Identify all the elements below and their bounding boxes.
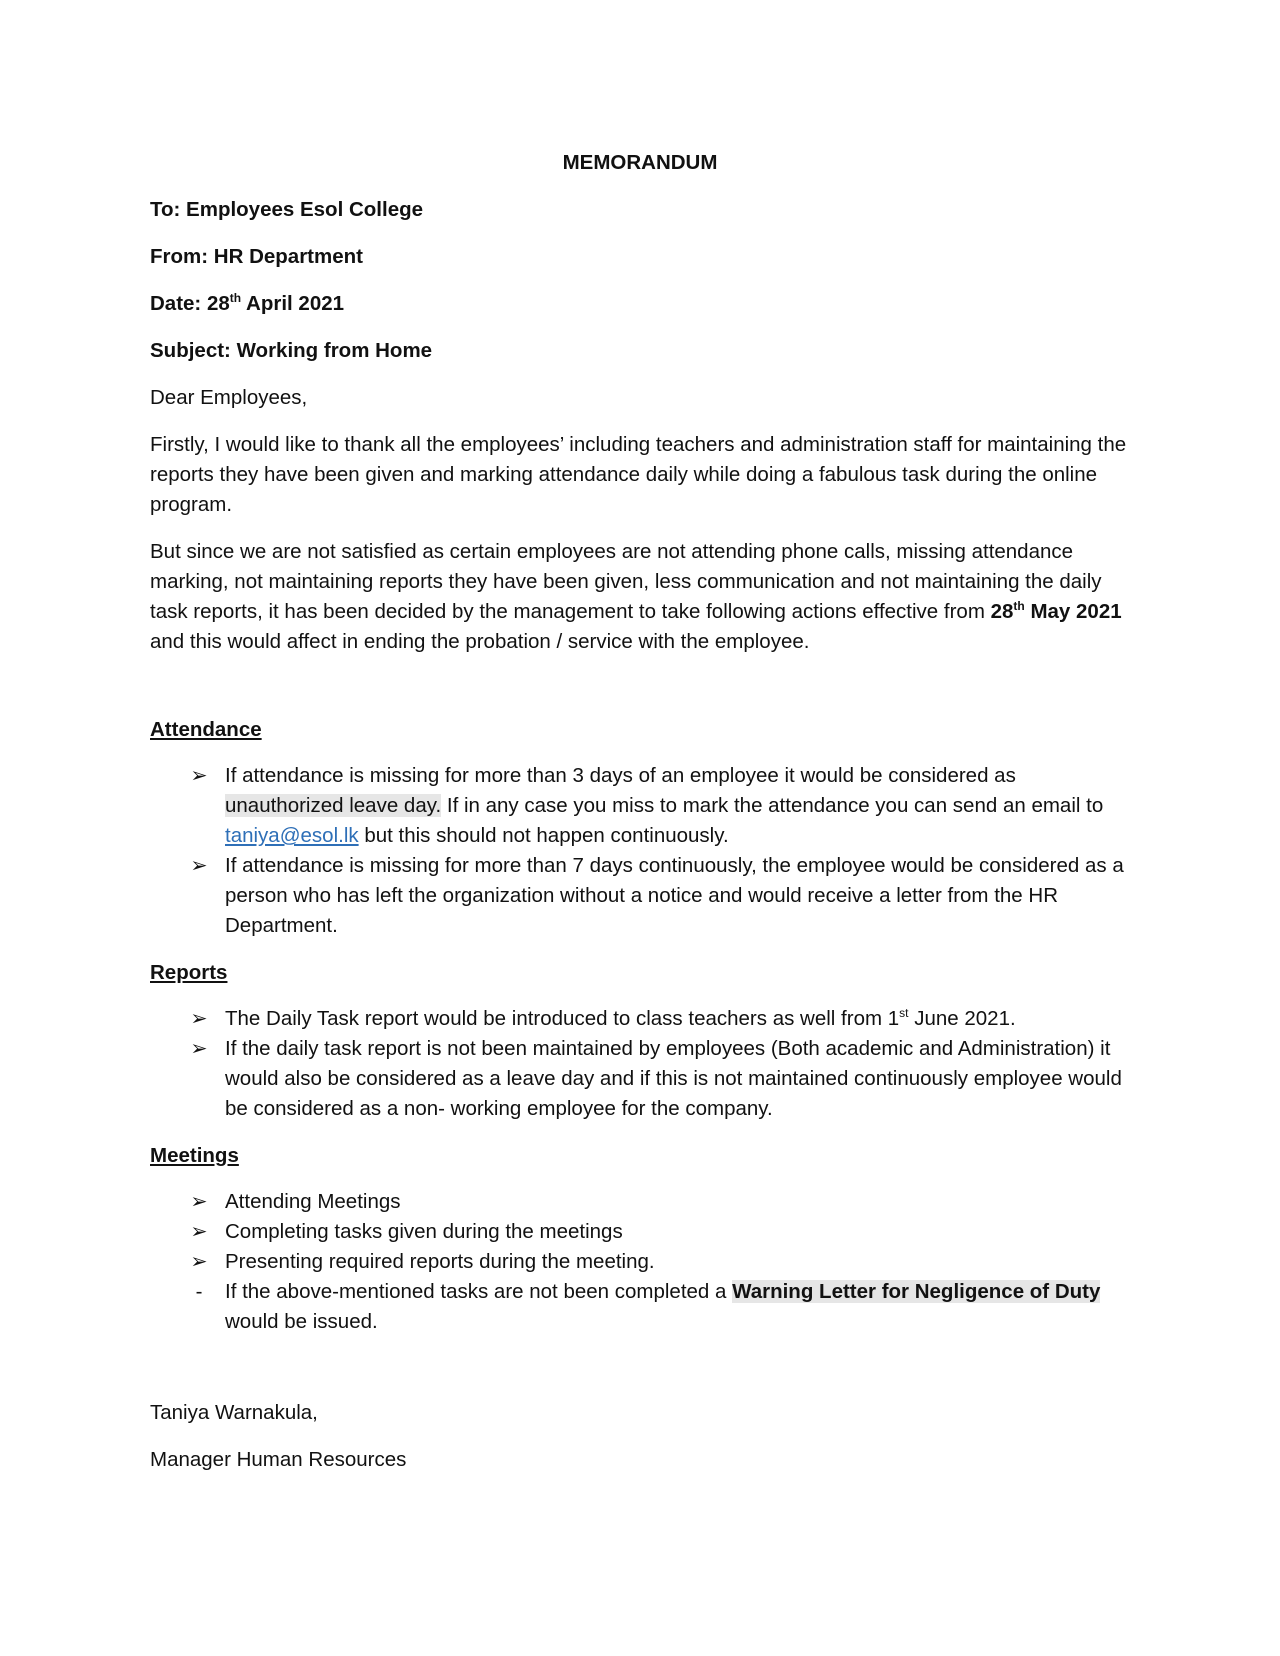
memo-subject: Subject: Working from Home xyxy=(150,339,433,362)
highlight-unauthorized-leave: unauthorized leave day. xyxy=(225,794,442,817)
reports-list xyxy=(150,1004,1130,1124)
reports-heading: Reports xyxy=(150,961,228,984)
memo-title: MEMORANDUM xyxy=(562,151,718,174)
highlight-warning-letter: Warning Letter for Negligence of Duty xyxy=(732,1280,1101,1303)
list-item: ➢ The Daily Task report would be introduced to class teachers as well from 1st June 2021. xyxy=(150,1004,1130,1034)
arrow-bullet-icon: ➢ xyxy=(190,1220,208,1243)
arrow-bullet-icon: ➢ xyxy=(190,1037,208,1060)
list-item: ➢ Attending Meetings xyxy=(150,1187,1130,1217)
dash-bullet-icon: - xyxy=(195,1280,203,1303)
meetings-list xyxy=(150,1187,1130,1337)
signature-name: Taniya Warnakula, xyxy=(150,1401,318,1424)
list-item: ➢ If the daily task report is not been maintained by employees (Both academic and Administration) it would also be considered as a leave day and if this is not maintained continuously employee would be considered as a non- working employee for the company. xyxy=(150,1034,1130,1124)
list-item: ➢ Completing tasks given during the meetings xyxy=(150,1217,1130,1247)
memo-date: Date: 28th April 2021 xyxy=(150,291,345,315)
list-item: ➢ Presenting required reports during the meeting. xyxy=(150,1247,1130,1277)
arrow-bullet-icon: ➢ xyxy=(190,1190,208,1213)
list-item: - If the above-mentioned tasks are not been completed a Warning Letter for Negligence of Duty would be issued. xyxy=(150,1277,1130,1337)
greeting: Dear Employees, xyxy=(150,386,308,409)
list-item: ➢ If attendance is missing for more than 7 days continuously, the employee would be considered as a person who has left the organization without a notice and would receive a letter from the HR Department. xyxy=(150,851,1130,941)
arrow-bullet-icon: ➢ xyxy=(190,1250,208,1273)
attendance-heading: Attendance xyxy=(150,718,262,741)
signature-title: Manager Human Resources xyxy=(150,1448,407,1471)
meetings-heading: Meetings xyxy=(150,1144,239,1167)
list-item: ➢ If attendance is missing for more than 3 days of an employee it would be considered as unauthorized leave day. If in any case you miss to mark the attendance you can send an email to taniya@esol.lk but this should not happen continuously. xyxy=(150,761,1130,851)
paragraph-actions: But since we are not satisfied as certain employees are not attending phone calls, missing attendance marking, not maintaining reports they have been given, less communication and not maintaining the daily task reports, it has been decided by the management to take following actions effective from 28th May 2021 and this would affect in ending the probation / service with the employee. xyxy=(150,540,1122,653)
attendance-list xyxy=(150,761,1130,941)
paragraph-intro: Firstly, I would like to thank all the employees’ including teachers and administration staff for maintaining the reports they have been given and marking attendance daily while doing a fabulous task during the online program. xyxy=(150,433,1127,516)
email-link[interactable]: taniya@esol.lk xyxy=(225,824,359,847)
memo-to: To: Employees Esol College xyxy=(150,198,424,221)
memo-content xyxy=(150,148,1130,1492)
arrow-bullet-icon: ➢ xyxy=(190,854,208,877)
arrow-bullet-icon: ➢ xyxy=(190,1007,208,1030)
memo-from: From: HR Department xyxy=(150,245,363,268)
arrow-bullet-icon: ➢ xyxy=(190,764,208,787)
